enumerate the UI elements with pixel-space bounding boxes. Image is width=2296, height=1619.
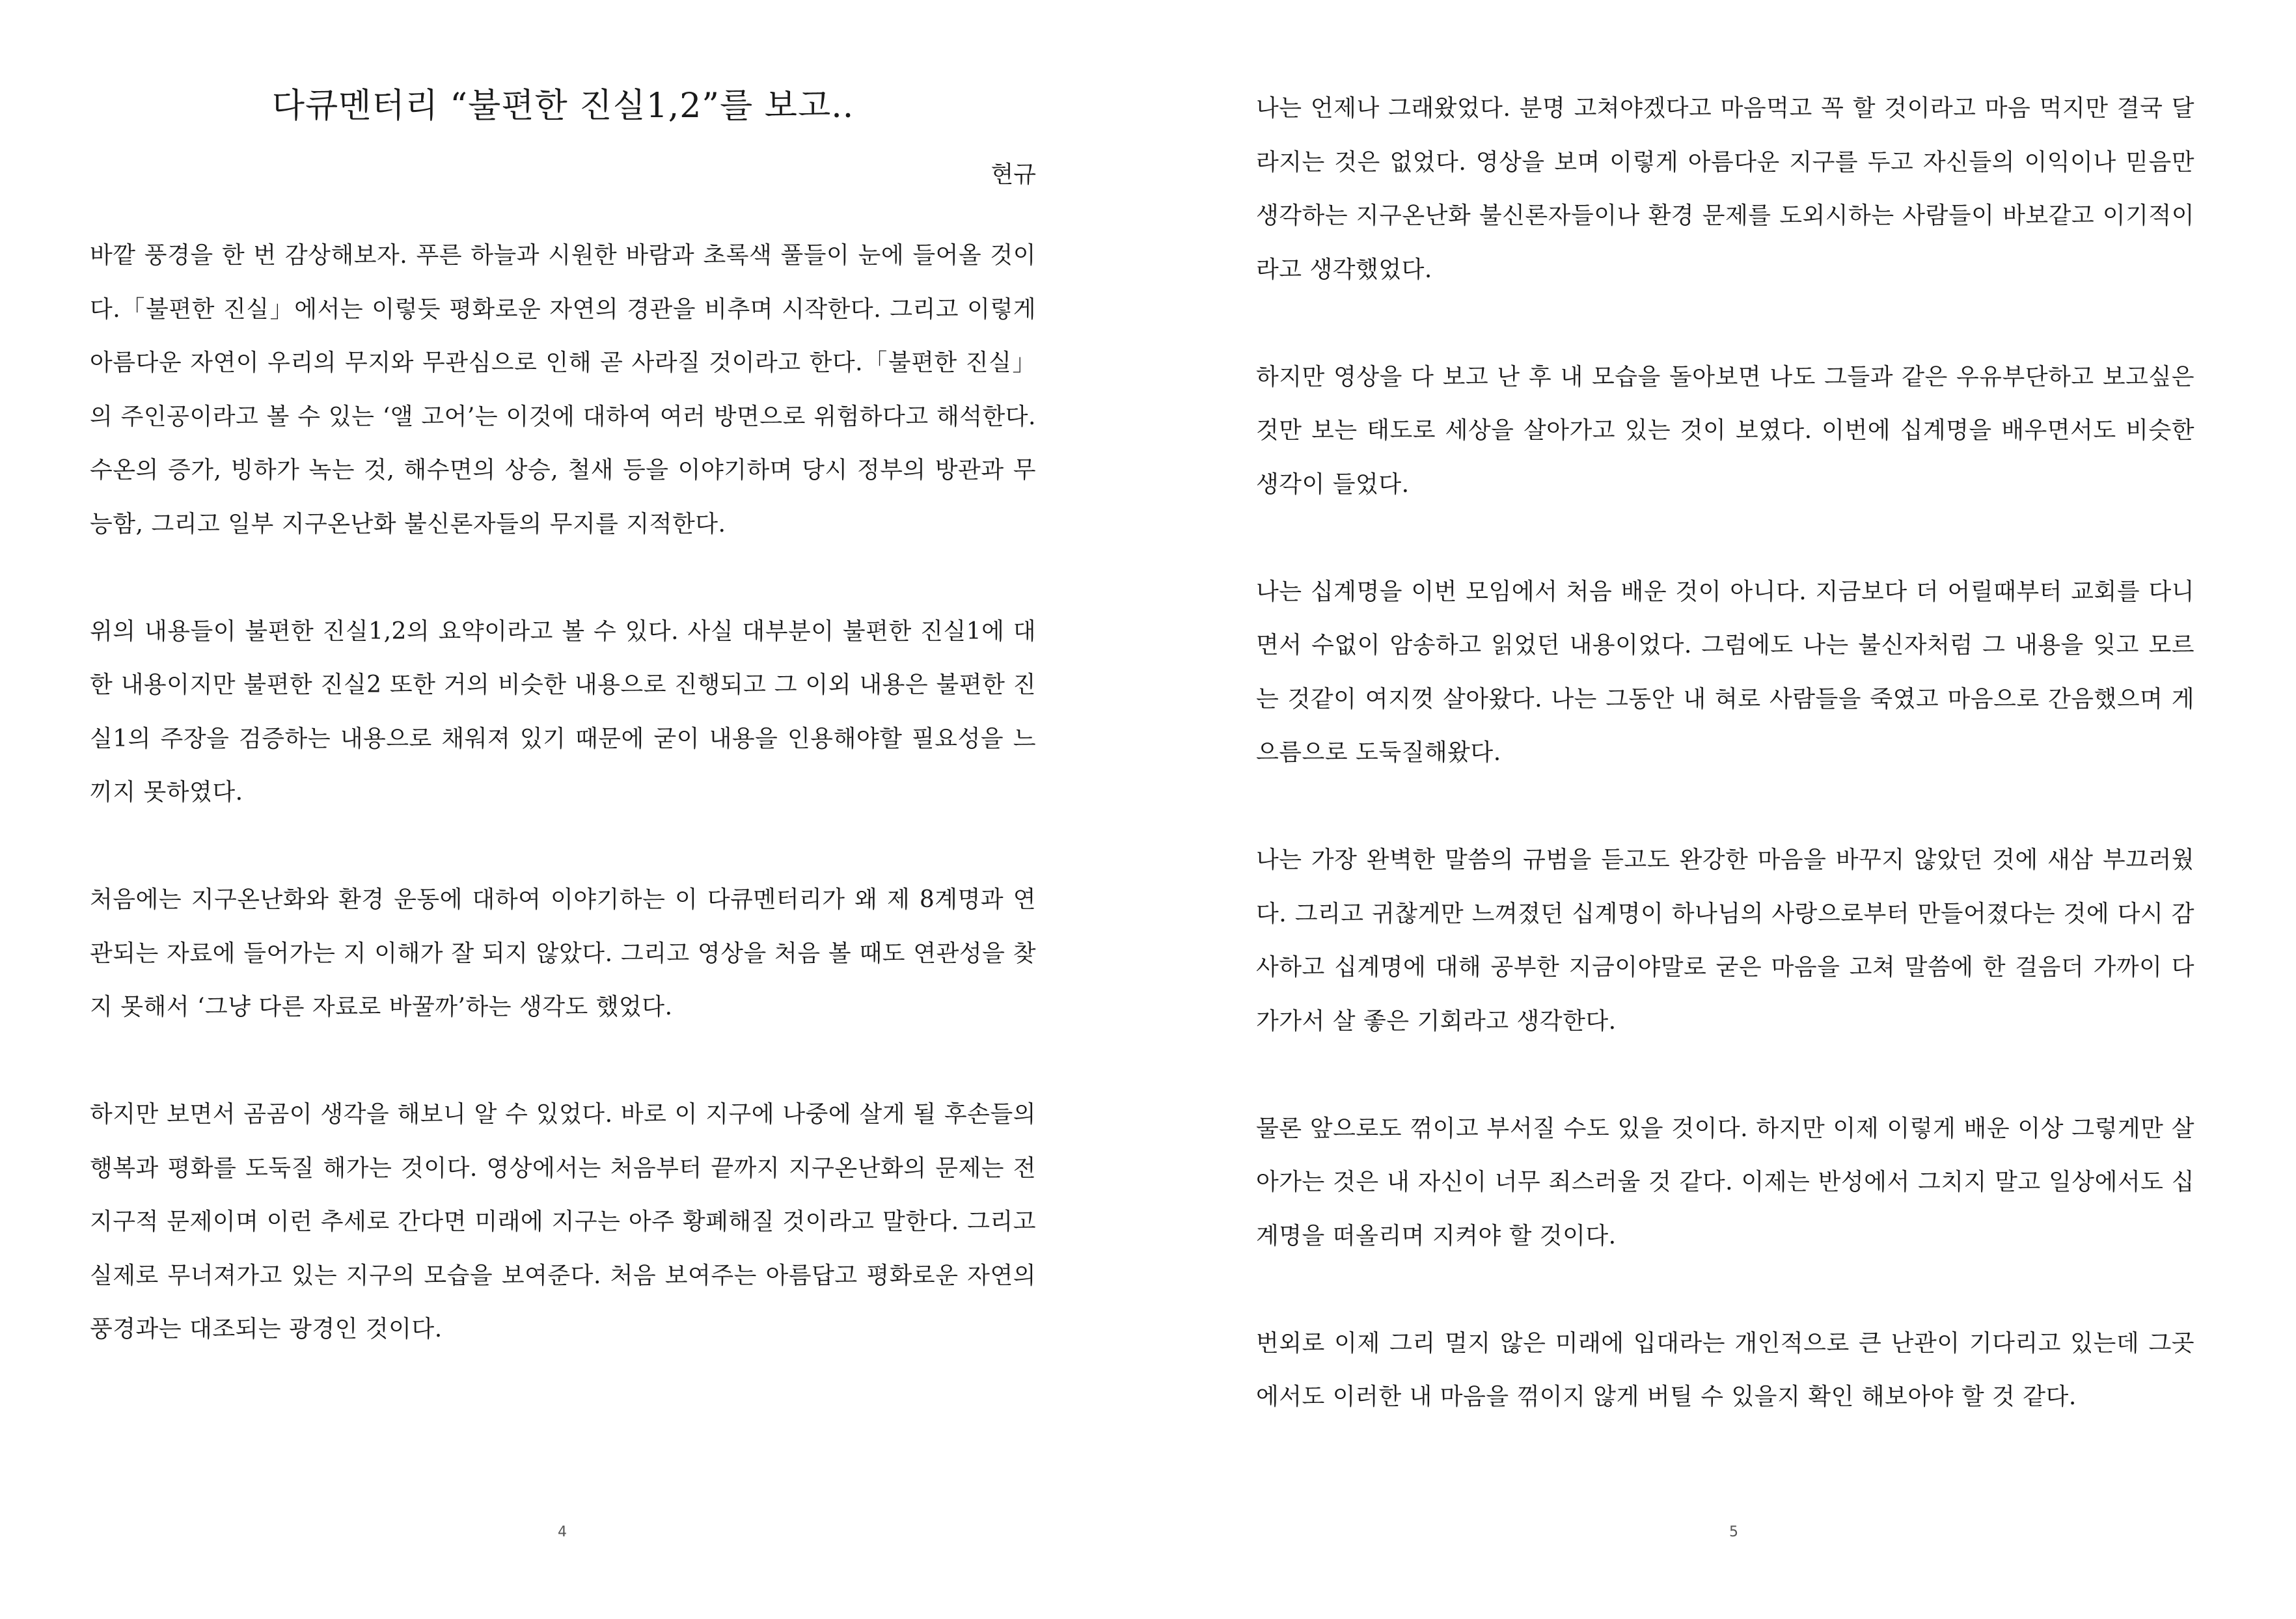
paragraph: 하지만 보면서 곰곰이 생각을 해보니 알 수 있었다. 바로 이 지구에 나중에 살게 될 후손들의 행복과 평화를 도둑질 해가는 것이다. 영상에서는 처음부터 끝까지 지구온난화의 문제는 전 지구적 문제이며 이런 추세로 간다면 미래에 지구는 아주 황폐해질 것이라고 말한다. 그리고 실제로 무너져가고 있는 지구의 모습을 보여준다. 처음 보여주는 아름답고 평화로운 자연의 풍경과는 대조되는 광경인 것이다. bbox=[90, 1101, 1036, 1342]
page-number: 5 bbox=[1729, 1524, 1738, 1540]
paragraph: 하지만 영상을 다 보고 난 후 내 모습을 돌아보면 나도 그들과 같은 우유부단하고 보고싶은 것만 보는 태도로 세상을 살아가고 있는 것이 보였다. 이번에 십계명을 배우면서도 비슷한 생각이 들었다. bbox=[1256, 363, 2194, 498]
author-name: 현규 bbox=[991, 161, 1036, 188]
paragraph: 물론 앞으로도 꺾이고 부서질 수도 있을 것이다. 하지만 이제 이렇게 배운 이상 그렇게만 살아가는 것은 내 자신이 너무 죄스러울 것 같다. 이제는 반성에서 그치지 말고 일상에서도 십계명을 떠올리며 지켜야 할 것이다. bbox=[1256, 1115, 2194, 1249]
paragraph: 바깥 풍경을 한 번 감상해보자. 푸른 하늘과 시원한 바람과 초록색 풀들이 눈에 들어올 것이다.「불편한 진실」에서는 이렇듯 평화로운 자연의 경관을 비추며 시작한다. 그리고 이렇게 아름다운 자연이 우리의 무지와 무관심으로 인해 곧 사라질 것이라고 한다.「불편한 진실」의 주인공이라고 볼 수 있는 ‘앨 고어’는 이것에 대하여 여러 방면으로 위험하다고 해석한다. 수온의 증가, 빙하가 녹는 것, 해수면의 상승, 철새 등을 이야기하며 당시 정부의 방관과 무능함, 그리고 일부 지구온난화 불신론자들의 무지를 지적한다. bbox=[90, 242, 1036, 537]
right-body-text bbox=[1256, 82, 2194, 1424]
paragraph: 번외로 이제 그리 멀지 않은 미래에 입대라는 개인적으로 큰 난관이 기다리고 있는데 그곳에서도 이러한 내 마음을 꺾이지 않게 버틸 수 있을지 확인 해보아야 할 것 같다. bbox=[1256, 1329, 2194, 1410]
paragraph: 나는 십계명을 이번 모임에서 처음 배운 것이 아니다. 지금보다 더 어릴때부터 교회를 다니면서 수없이 암송하고 읽었던 내용이었다. 그럼에도 나는 불신자처럼 그 내용을 잊고 모르는 것같이 여지껏 살아왔다. 나는 그동안 내 혀로 사람들을 죽였고 마음으로 간음했으며 게으름으로 도둑질해왔다. bbox=[1256, 578, 2194, 766]
page-number: 4 bbox=[558, 1524, 567, 1540]
right-page bbox=[1148, 0, 2296, 1619]
paragraph: 나는 언제나 그래왔었다. 분명 고쳐야겠다고 마음먹고 꼭 할 것이라고 마음 먹지만 결국 달라지는 것은 없었다. 영상을 보며 이렇게 아름다운 지구를 두고 자신들의 이익이나 믿음만 생각하는 지구온난화 불신론자들이나 환경 문제를 도외시하는 사람들이 바보같고 이기적이라고 생각했었다. bbox=[1256, 95, 2194, 283]
left-body-text bbox=[90, 229, 1036, 1357]
paragraph: 처음에는 지구온난화와 환경 운동에 대하여 이야기하는 이 다큐멘터리가 왜 제 8계명과 연관되는 자료에 들어가는 지 이해가 잘 되지 않았다. 그리고 영상을 처음 볼 때도 연관성을 찾지 못해서 ‘그냥 다른 자료로 바꿀까’하는 생각도 했었다. bbox=[90, 886, 1036, 1020]
paragraph: 나는 가장 완벽한 말씀의 규범을 듣고도 완강한 마음을 바꾸지 않았던 것에 새삼 부끄러웠다. 그리고 귀찮게만 느껴졌던 십계명이 하나님의 사랑으로부터 만들어졌다는 것에 다시 감사하고 십계명에 대해 공부한 지금이야말로 굳은 마음을 고쳐 말씀에 한 걸음더 가까이 다가가서 살 좋은 기회라고 생각한다. bbox=[1256, 847, 2194, 1035]
paragraph: 위의 내용들이 불편한 진실1,2의 요약이라고 볼 수 있다. 사실 대부분이 불편한 진실1에 대한 내용이지만 불편한 진실2 또한 거의 비슷한 내용으로 진행되고 그 이외 내용은 불편한 진실1의 주장을 검증하는 내용으로 채워져 있기 때문에 굳이 내용을 인용해야할 필요성을 느끼지 못하였다. bbox=[90, 618, 1036, 806]
document-title: 다큐멘터리 “불편한 진실1,2”를 보고.. bbox=[271, 87, 854, 126]
